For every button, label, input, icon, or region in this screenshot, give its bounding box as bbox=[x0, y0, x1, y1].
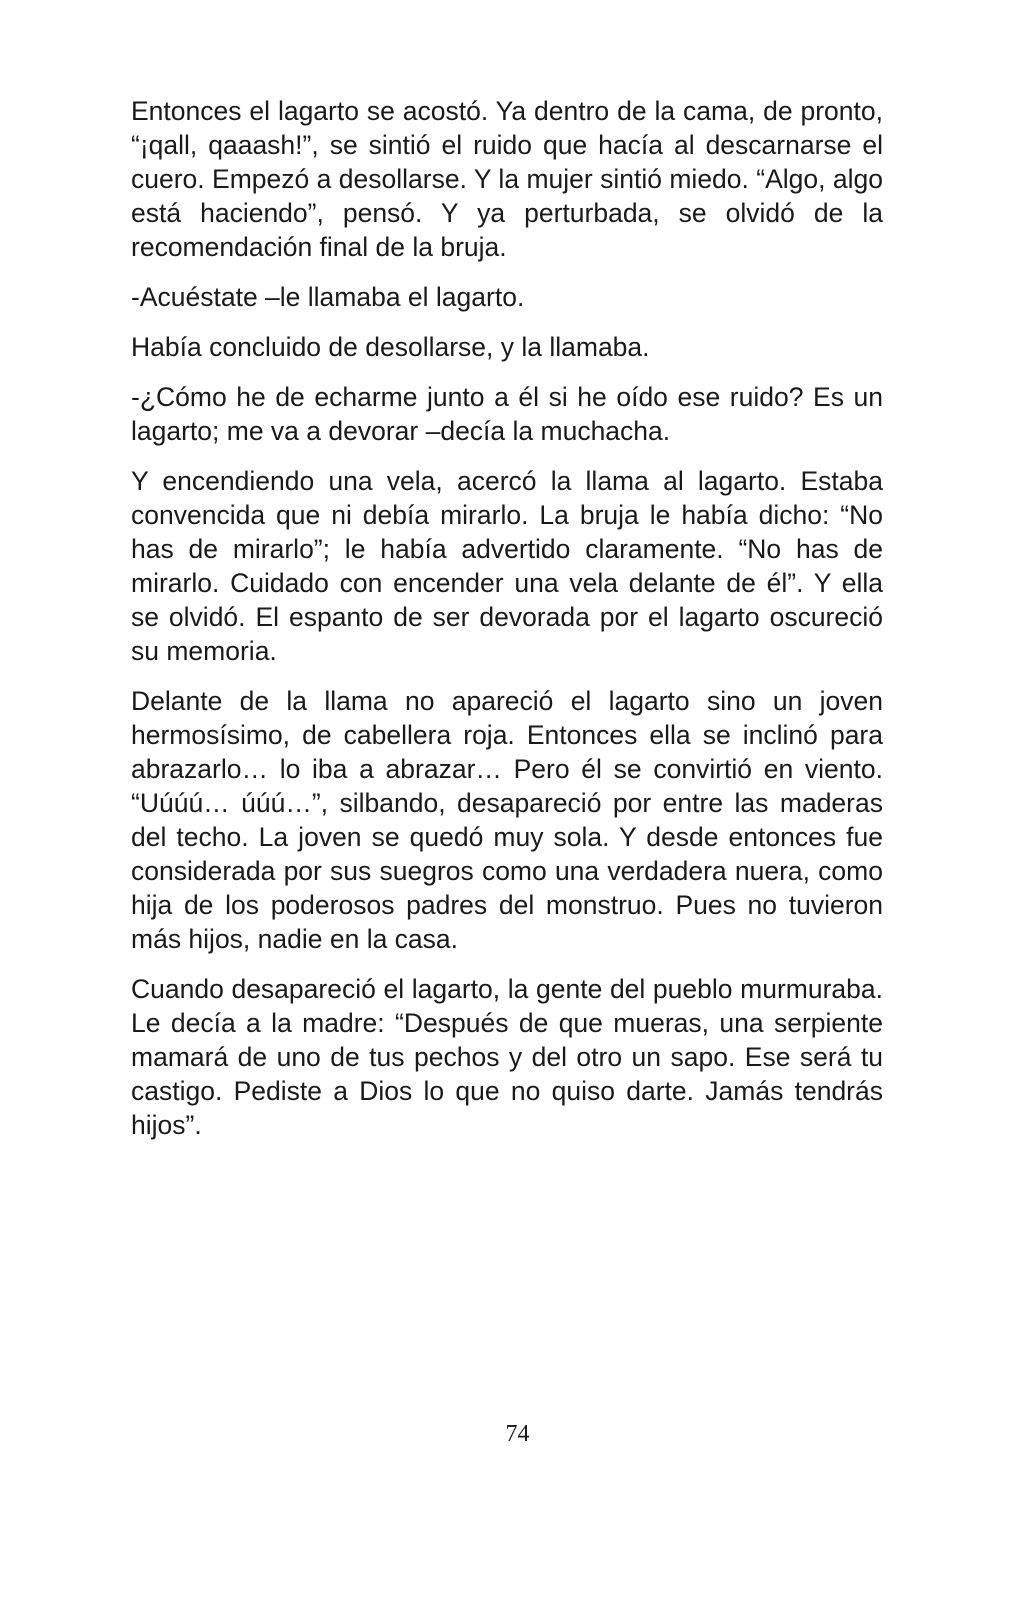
paragraph-3: Había concluido de desollarse, y la llamaba. bbox=[131, 332, 650, 362]
paragraph-6: Delante de la llama no apareció el lagarto sino un joven hermosísimo, de cabellera roja. Entonces ella se inclinó para abrazarlo… lo iba a abrazar… Pero él se convirtió en viento. “Uúúú… úúú…”, silbando, desapareció por entre las maderas del techo. La joven se quedó muy sola. Y desde entonces fue considerada por sus suegros como una verdadera nuera, como hija de los poderosos padres del monstruo. Pues no tuvieron más hijos, nadie en la casa. bbox=[131, 686, 883, 954]
paragraph-7: Cuando desapareció el lagarto, la gente del pueblo murmuraba. Le decía a la madre: “Después de que mueras, una serpiente mamará de uno de tus pechos y del otro un sapo. Ese será tu castigo. Pediste a Dios lo que no quiso darte. Jamás tendrás hijos”. bbox=[131, 974, 883, 1140]
page-number: 74 bbox=[505, 1421, 530, 1447]
paragraph-4: -¿Cómo he de echarme junto a él si he oído ese ruido? Es un lagarto; me va a devorar –decía la muchacha. bbox=[131, 382, 883, 446]
paragraph-1: Entonces el lagarto se acostó. Ya dentro de la cama, de pronto, “¡qall, qaaash!”, se sintió el ruido que hacía al descarnarse el cuero. Empezó a desollarse. Y la mujer sintió miedo. “Algo, algo está haciendo”, pensó. Y ya perturbada, se olvidó de la recomendación final de la bruja. bbox=[131, 96, 883, 262]
paragraph-2: -Acuéstate –le llamaba el lagarto. bbox=[131, 282, 525, 312]
body-text bbox=[131, 94, 883, 1158]
paragraph-5: Y encendiendo una vela, acercó la llama al lagarto. Estaba convencida que ni debía mirarlo. La bruja le había dicho: “No has de mirarlo”; le había advertido claramente. “No has de mirarlo. Cuidado con encender una vela delante de él”. Y ella se olvidó. El espanto de ser devorada por el lagarto oscureció su memoria. bbox=[131, 466, 883, 666]
